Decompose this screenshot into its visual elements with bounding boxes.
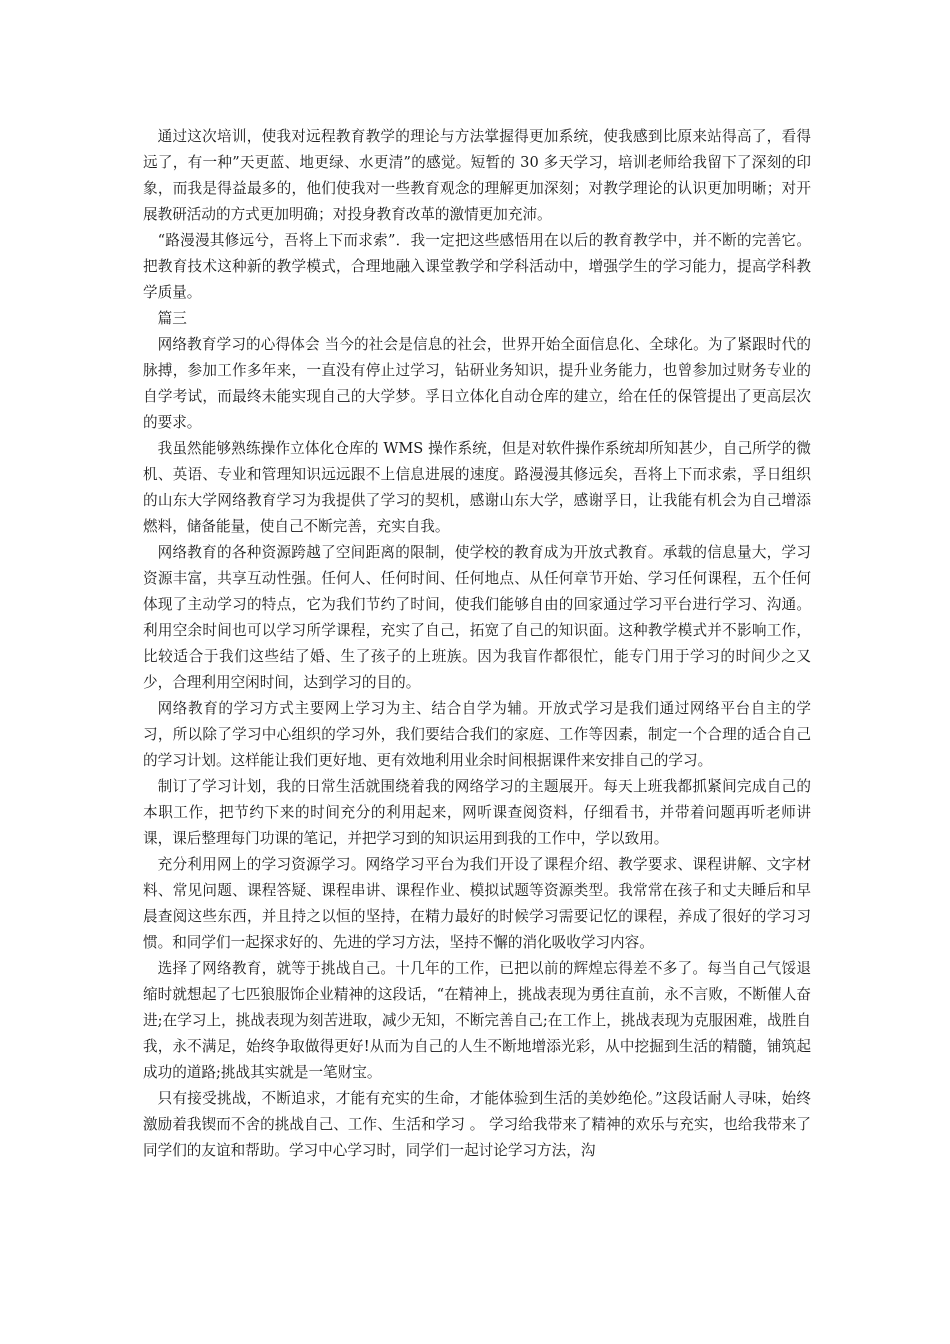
paragraph-6: 网络教育的学习方式主要网上学习为主、结合自学为辅。开放式学习是我们通过网络平台自主的学习，所以除了学习中心组织的学习外，我们要结合我们的家庭、工作等因素，制定一个合理的适合自己的学习计划。这样能让我们更好地、更有效地利用业余时间根据课件来安排自己的学习。: [143, 700, 811, 769]
section-heading: 篇三: [157, 310, 187, 327]
paragraph-10: 只有接受挑战，不断追求，才能有充实的生命，才能体验到生活的美妙绝伦。”这段话耐人寻味，始终激励着我锲而不舍的挑战自己、工作、生活和学习 。 学习给我带来了精神的欢乐与充实，也给我带来了同学们的友谊和帮助。学习中心学习时，同学们一起讨论学习方法，沟: [143, 1090, 811, 1159]
paragraph-5: 网络教育的各种资源跨越了空间距离的限制，使学校的教育成为开放式教育。承载的信息量大，学习资源丰富，共享互动性强。任何人、任何时间、任何地点、从任何章节开始、学习任何课程，五个任何体现了主动学习的特点，它为我们节约了时间，使我们能够自由的回家通过学习平台进行学习、沟通。利用空余时间也可以学习所学课程，充实了自己，拓宽了自己的知识面。这种教学模式并不影响工作，比较适合于我们这些结了婚、生了孩子的上班族。因为我盲作都很忙，能专门用于学习的时间少之又少，合理利用空闲时间，达到学习的目的。: [143, 544, 811, 691]
document-body: [143, 124, 811, 1164]
paragraph-9: 选择了网络教育，就等于挑战自己。十几年的工作，已把以前的辉煌忘得差不多了。每当自己气馁退缩时就想起了七匹狼服饰企业精神的这段话，“在精神上，挑战表现为勇往直前，永不言败，不断催人奋进;在学习上，挑战表现为刻苦进取，减少无知，不断完善自己;在工作上，挑战表现为克服困难，战胜自我，永不满足，始终争取做得更好!从而为自己的人生不断地增添光彩，从中挖掘到生活的精髓，铺筑起成功的道路;挑战其实就是一笔财宝。: [143, 960, 811, 1081]
paragraph-1: 通过这次培训，使我对远程教育教学的理论与方法掌握得更加系统，使我感到比原来站得高了，看得远了，有一种”天更蓝、地更绿、水更清”的感觉。短暂的 30 多天学习，培训老师给我留下了深刻的印象，而我是得益最多的，他们使我对一些教育观念的理解更加深刻；对教学理论的认识更加明晰；对开展教研活动的方式更加明确；对投身教育改革的激情更加充沛。: [143, 128, 811, 223]
paragraph-7: 制订了学习计划，我的日常生活就围绕着我的网络学习的主题展开。每天上班我都抓紧间完成自己的本职工作，把节约下来的时间充分的利用起来，网听课查阅资料，仔细看书，并带着问题再听老师讲课，课后整理每门功课的笔记，并把学习到的知识运用到我的工作中，学以致用。: [143, 778, 811, 847]
paragraph-8: 充分利用网上的学习资源学习。网络学习平台为我们开设了课程介绍、教学要求、课程讲解、文字材料、常见问题、课程答疑、课程串讲、课程作业、模拟试题等资源类型。我常常在孩子和丈夫睡后和早晨查阅这些东西，并且持之以恒的坚持，在精力最好的时候学习需要记忆的课程，养成了很好的学习习惯。和同学们一起探求好的、先进的学习方法，坚持不懈的消化吸收学习内容。: [143, 856, 811, 951]
paragraph-3: 网络教育学习的心得体会 当今的社会是信息的社会，世界开始全面信息化、全球化。为了紧跟时代的脉搏，参加工作多年来，一直没有停止过学习，钻研业务知识，提升业务能力，也曾参加过财务专业的自学考试，而最终未能实现自己的大学梦。孚日立体化自动仓库的建立，给在任的保管提出了更高层次的要求。: [143, 336, 811, 431]
paragraph-4: 我虽然能够熟练操作立体化仓库的 WMS 操作系统，但是对软件操作系统却所知甚少，自己所学的微机、英语、专业和管理知识远远跟不上信息进展的速度。路漫漫其修远矣，吾将上下而求索，孚日组织的山东大学网络教育学习为我提供了学习的契机，感谢山东大学，感谢孚日，让我能有机会为自己增添燃料，储备能量，使自己不断完善，充实自我。: [143, 440, 811, 535]
paragraph-2: “路漫漫其修远兮，吾将上下而求索”．我一定把这些感悟用在以后的教育教学中，并不断的完善它。把教育技术这种新的教学模式，合理地融入课堂教学和学科活动中，增强学生的学习能力，提高学科教学质量。: [143, 232, 811, 301]
